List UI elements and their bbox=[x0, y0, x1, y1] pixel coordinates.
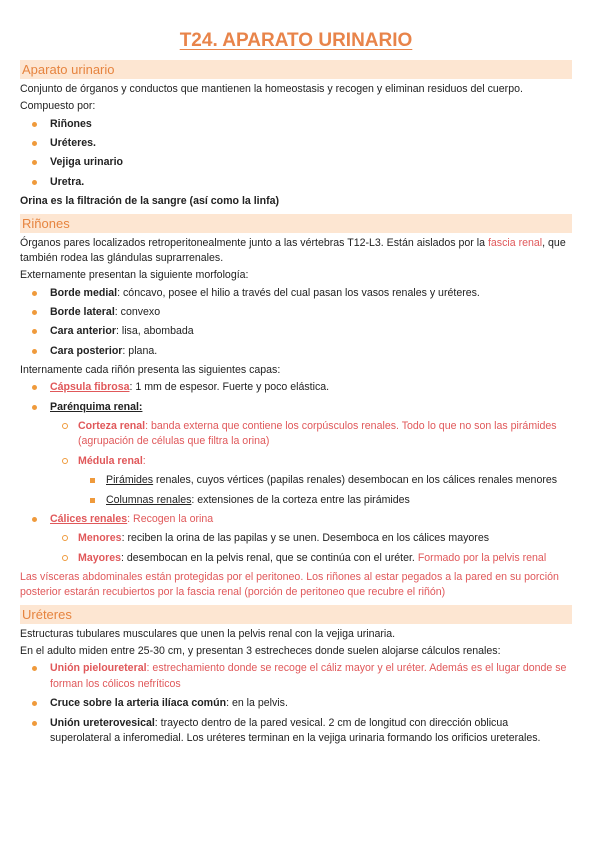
list-item: Unión ureterovesical: trayecto dentro de la pared vesical. 2 cm de longitud con dirección oblicua superolateral a inferomedial. Los uréteres terminan en la vejiga urinaria formando los orificios ureterales. bbox=[20, 716, 572, 747]
sublist bbox=[50, 531, 572, 566]
note-paragraph: Las vísceras abdominales están protegidas por el peritoneo. Los riñones al estar pegados a la pared en su porción posterior estarán recubiertos por la fascia renal (porción de peritoneo que recubre el riñón) bbox=[20, 570, 559, 599]
paragraph: Externamente presentan la siguiente morfología: bbox=[20, 269, 249, 282]
list-item: Riñones bbox=[20, 117, 572, 132]
list-item: Médula renal: Pirámides renales, cuyos vértices (papilas renales) desembocan en los cálices renales menores Columnas renales: extensiones de la corteza entre las pirámides bbox=[50, 454, 572, 508]
list-item: Borde medial: cóncavo, posee el hilio a través del cual pasan los vasos renales y uréteres. bbox=[20, 286, 572, 301]
page-title: T24. APARATO URINARIO bbox=[179, 30, 413, 51]
section-heading-ureteres: Uréteres bbox=[20, 605, 572, 624]
list-item: Uretra. bbox=[20, 175, 572, 190]
organ-list bbox=[20, 117, 572, 190]
paragraph: Compuesto por: bbox=[20, 100, 96, 113]
paragraph: Internamente cada riñón presenta las siguientes capas: bbox=[20, 364, 281, 377]
list-item: Mayores: desembocan en la pelvis renal, que se continúa con el uréter. Formado por la pelvis renal bbox=[50, 551, 572, 566]
list-item: Vejiga urinario bbox=[20, 155, 572, 170]
paragraph: Conjunto de órganos y conductos que mantienen la homeostasis y recogen y eliminan residuos del cuerpo. bbox=[20, 83, 523, 95]
narrowings-list bbox=[20, 661, 572, 746]
list-item: Cálices renales: Recogen la orina Menores: reciben la orina de las papilas y se unen. Desemboca en los cálices mayores Mayores: desembocan en la pelvis renal, que se continúa con el uréter. Formado por la pelvis renal bbox=[20, 512, 572, 566]
list-item: Cápsula fibrosa: 1 mm de espesor. Fuerte y poco elástica. bbox=[20, 380, 572, 395]
list-item: Corteza renal: banda externa que contiene los corpúsculos renales. Todo lo que no son las pirámides (agrupación de células que filtra la orina) bbox=[50, 419, 572, 450]
list-item: Unión pieloureteral: estrechamiento donde se recoge el cáliz mayor y el uréter. Además es el lugar donde se forman los cólicos nefríticos bbox=[20, 661, 572, 692]
list-item: Menores: reciben la orina de las papilas y se unen. Desemboca en los cálices mayores bbox=[50, 531, 572, 546]
list-item: Cara posterior: plana. bbox=[20, 344, 572, 359]
sublist bbox=[50, 419, 572, 508]
layers-list bbox=[20, 380, 572, 566]
paragraph: Órganos pares localizados retroperitonealmente junto a las vértebras T12-L3. Están aislados por la fascia renal, que también rodea las glándulas suprarrenales. bbox=[20, 236, 566, 264]
list-item: Parénquima renal: Corteza renal: banda externa que contiene los corpúsculos renales. Todo lo que no son las pirámides (agrupación de células que filtra la orina) Médula renal: Pirámides renales, cuyos vértices (papilas renales) desembocan en los cálices renales menores Columnas renales: extensiones de la corteza entre las pirámides bbox=[20, 400, 572, 508]
paragraph: Estructuras tubulares musculares que unen la pelvis renal con la vejiga urinaria. bbox=[20, 627, 396, 640]
note-paragraph: Orina es la filtración de la sangre (así como la linfa) bbox=[20, 195, 280, 208]
section-heading-aparato-urinario: Aparato urinario bbox=[20, 60, 572, 79]
section-heading-rinones: Riñones bbox=[20, 214, 572, 233]
list-item: Columnas renales: extensiones de la corteza entre las pirámides bbox=[78, 493, 572, 508]
list-item: Cruce sobre la arteria ilíaca común: en la pelvis. bbox=[20, 696, 572, 711]
morphology-list bbox=[20, 286, 572, 359]
paragraph: En el adulto miden entre 25-30 cm, y presentan 3 estrecheces donde suelen alojarse cálculos renales: bbox=[20, 645, 501, 658]
list-item: Uréteres. bbox=[20, 136, 572, 151]
list-item: Pirámides renales, cuyos vértices (papilas renales) desembocan en los cálices renales menores bbox=[78, 473, 572, 488]
list-item: Borde lateral: convexo bbox=[20, 305, 572, 320]
sublist bbox=[78, 473, 572, 508]
list-item: Cara anterior: lisa, abombada bbox=[20, 324, 572, 339]
